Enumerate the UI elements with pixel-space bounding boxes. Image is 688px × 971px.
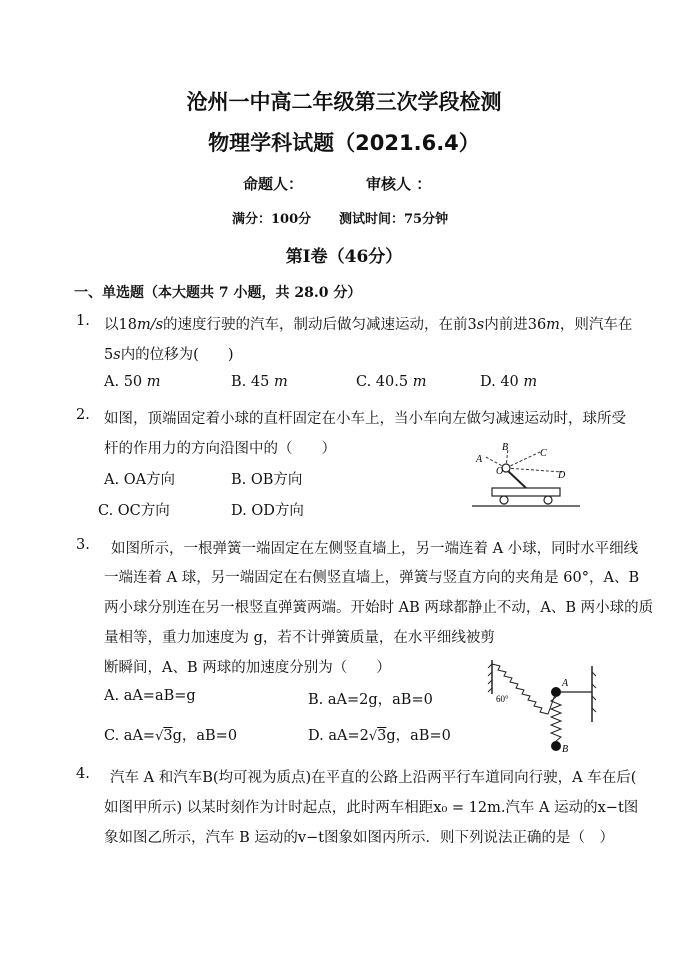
q3-line1: 如图所示，一根弹簧一端固定在左侧竖直墙上，另一端连着 A 小球，同时水平细线 [111, 541, 639, 557]
q2-line-oc [506, 452, 540, 468]
q2-label-c: C [540, 448, 547, 459]
q1-line1: 以18m/s的速度行驶的汽车，制动后做匀减速运动，在前3s内前进36m，则汽车在 [104, 317, 633, 333]
q1-option-a[interactable]: A. 50 m [104, 374, 161, 390]
section-title: 第Ⅰ卷（46分） [285, 247, 403, 267]
q4-line3: 象如图乙所示，汽车 B 运动的v−t图象如图丙所示．则下列说法正确的是（ ） [104, 830, 615, 846]
q2-option-b[interactable]: B. OB方向 [231, 472, 303, 488]
q4-line1: 汽车 A 和汽车B(均可视为质点)在平直的公路上沿两平行车道同向行驶，A 车在后( [110, 770, 637, 786]
reviewer-label: 审核人 ： [366, 175, 432, 193]
q4-line2: 如图甲所示) 以某时刻作为计时起点，此时两车相距x₀ = 12m.汽车 A 运动的x−t图 [104, 800, 639, 816]
test-time: 测试时间：75分钟 [339, 212, 449, 227]
school-title: 沧州一中高二年级第三次学段检测 [186, 90, 502, 114]
q3-ball-a [551, 687, 561, 697]
q3-vertical-spring [551, 697, 561, 741]
q2-wheel-right [544, 496, 552, 504]
q2-line2: 杆的作用力的方向沿图中的（ ） [104, 441, 336, 457]
author-label: 命题人： [243, 175, 304, 193]
q3-slanted-spring [492, 664, 556, 714]
q2-label-o: O [496, 466, 504, 477]
full-score: 满分：100分 [232, 212, 312, 227]
q3-number: 3. [76, 537, 90, 553]
q2-line-od [506, 468, 562, 472]
q3-line3: 两小球分别连在另一根竖直弹簧两端。开始时 AB 两球都静止不动，A、B 两小球的质 [104, 600, 654, 616]
section1-heading: 一、单选题（本大题共 7 小题，共 28.0 分） [74, 285, 362, 301]
q3-spring-figure [480, 658, 600, 758]
q2-rod [508, 471, 526, 488]
q2-option-c[interactable]: C. OC方向 [98, 503, 170, 519]
q1-option-b[interactable]: B. 45 m [231, 374, 288, 390]
q1-option-c[interactable]: C. 40.5 m [356, 374, 427, 390]
q3-label-b: B [562, 744, 569, 755]
q3-option-d[interactable]: D. aA=2√3g，aB=0 [308, 728, 451, 744]
q2-wheel-left [500, 496, 508, 504]
q3-option-b[interactable]: B. aA=2g，aB=0 [308, 692, 433, 708]
q3-angle-label: 60° [496, 694, 509, 704]
q2-option-d[interactable]: D. OD方向 [231, 503, 304, 519]
q3-option-a[interactable]: A. aA=aB=g [104, 688, 196, 704]
q2-option-a[interactable]: A. OA方向 [104, 472, 176, 488]
q3-ball-b [551, 741, 561, 751]
q3-label-a: A [562, 678, 569, 689]
q2-number: 2. [76, 407, 90, 423]
q2-cart-figure [470, 440, 590, 510]
subject-title: 物理学科试题（2021.6.4） [208, 131, 480, 155]
q1-option-d[interactable]: D. 40 m [480, 374, 538, 390]
q1-number: 1. [76, 313, 90, 329]
q3-line4: 量相等，重力加速度为 g，若不计弹簧质量，在水平细线被剪 [104, 630, 495, 646]
q2-label-a: A [476, 454, 483, 465]
q4-number: 4. [76, 766, 90, 782]
q2-line1: 如图，顶端固定着小球的直杆固定在小车上，当小车向左做匀减速运动时，球所受 [104, 411, 626, 427]
q1-line2: 5s内的位移为( ) [104, 347, 234, 363]
q2-label-d: D [558, 470, 566, 481]
q3-line2: 一端连着 A 球，另一端固定在右侧竖直墙上，弹簧与竖直方向的夹角是 60°，A、B [104, 570, 640, 586]
q3-option-c[interactable]: C. aA=√3g，aB=0 [104, 728, 238, 744]
q2-label-b: B [502, 442, 509, 453]
q2-cart-body [492, 488, 560, 496]
q3-line5: 断瞬间，A、B 两球的加速度分别为（ ） [104, 660, 391, 676]
